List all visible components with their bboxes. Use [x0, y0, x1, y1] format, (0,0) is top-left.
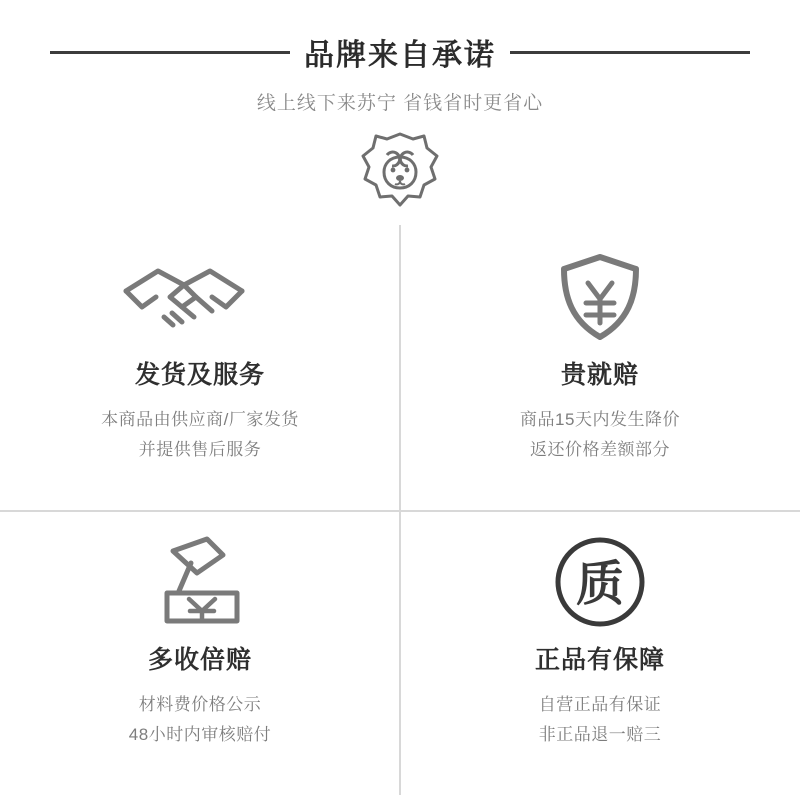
- page-header: [0, 0, 800, 115]
- features-grid: [0, 225, 800, 795]
- feature-icon-wrapper: [552, 251, 648, 343]
- feature-line: 非正品退一赔三: [538, 725, 662, 744]
- feature-line: 返还价格差额部分: [529, 440, 670, 459]
- suning-lion-badge-icon: [357, 129, 443, 215]
- title-rule-right: [510, 51, 750, 54]
- handshake-icon: [120, 251, 280, 343]
- feature-icon-wrapper: [552, 536, 648, 628]
- feature-line: 自营正品有保证: [538, 695, 662, 714]
- feature-title: 发货及服务: [134, 360, 265, 389]
- feature-cell-authenticity: [400, 510, 800, 795]
- feature-line: 商品15天内发生降价: [520, 410, 680, 429]
- feature-description: [539, 690, 662, 750]
- feature-icon-wrapper: [145, 536, 255, 628]
- feature-line: 48小时内审核赔付: [128, 725, 272, 744]
- grid-horizontal-divider: [0, 510, 800, 512]
- feature-title: 贵就赔: [560, 360, 639, 389]
- feature-description: [520, 405, 680, 465]
- shield-yuan-icon: [552, 251, 648, 343]
- quality-seal-icon: [552, 534, 648, 630]
- feature-cell-shipping: [0, 225, 400, 510]
- hammer-yuan-icon: [145, 533, 255, 631]
- feature-cell-overcharge-compensation: [0, 510, 400, 795]
- feature-icon-wrapper: [120, 251, 280, 343]
- title-row: [0, 30, 800, 74]
- feature-title: 多收倍赔: [147, 645, 252, 674]
- title-rule-left: [50, 51, 290, 54]
- page-title: 品牌来自承诺: [304, 38, 496, 73]
- feature-title: 正品有保障: [534, 645, 665, 674]
- feature-description: [129, 690, 271, 750]
- page-subtitle: 线上线下来苏宁 省钱省时更省心: [256, 93, 544, 114]
- feature-line: 材料费价格公示: [138, 695, 262, 714]
- feature-line: 本商品由供应商/厂家发货: [101, 410, 299, 429]
- feature-description: [101, 405, 299, 465]
- feature-cell-price-guarantee: [400, 225, 800, 510]
- feature-line: 并提供售后服务: [138, 440, 262, 459]
- mascot-wrapper: [0, 129, 800, 215]
- svg-text:质: 质: [575, 556, 625, 612]
